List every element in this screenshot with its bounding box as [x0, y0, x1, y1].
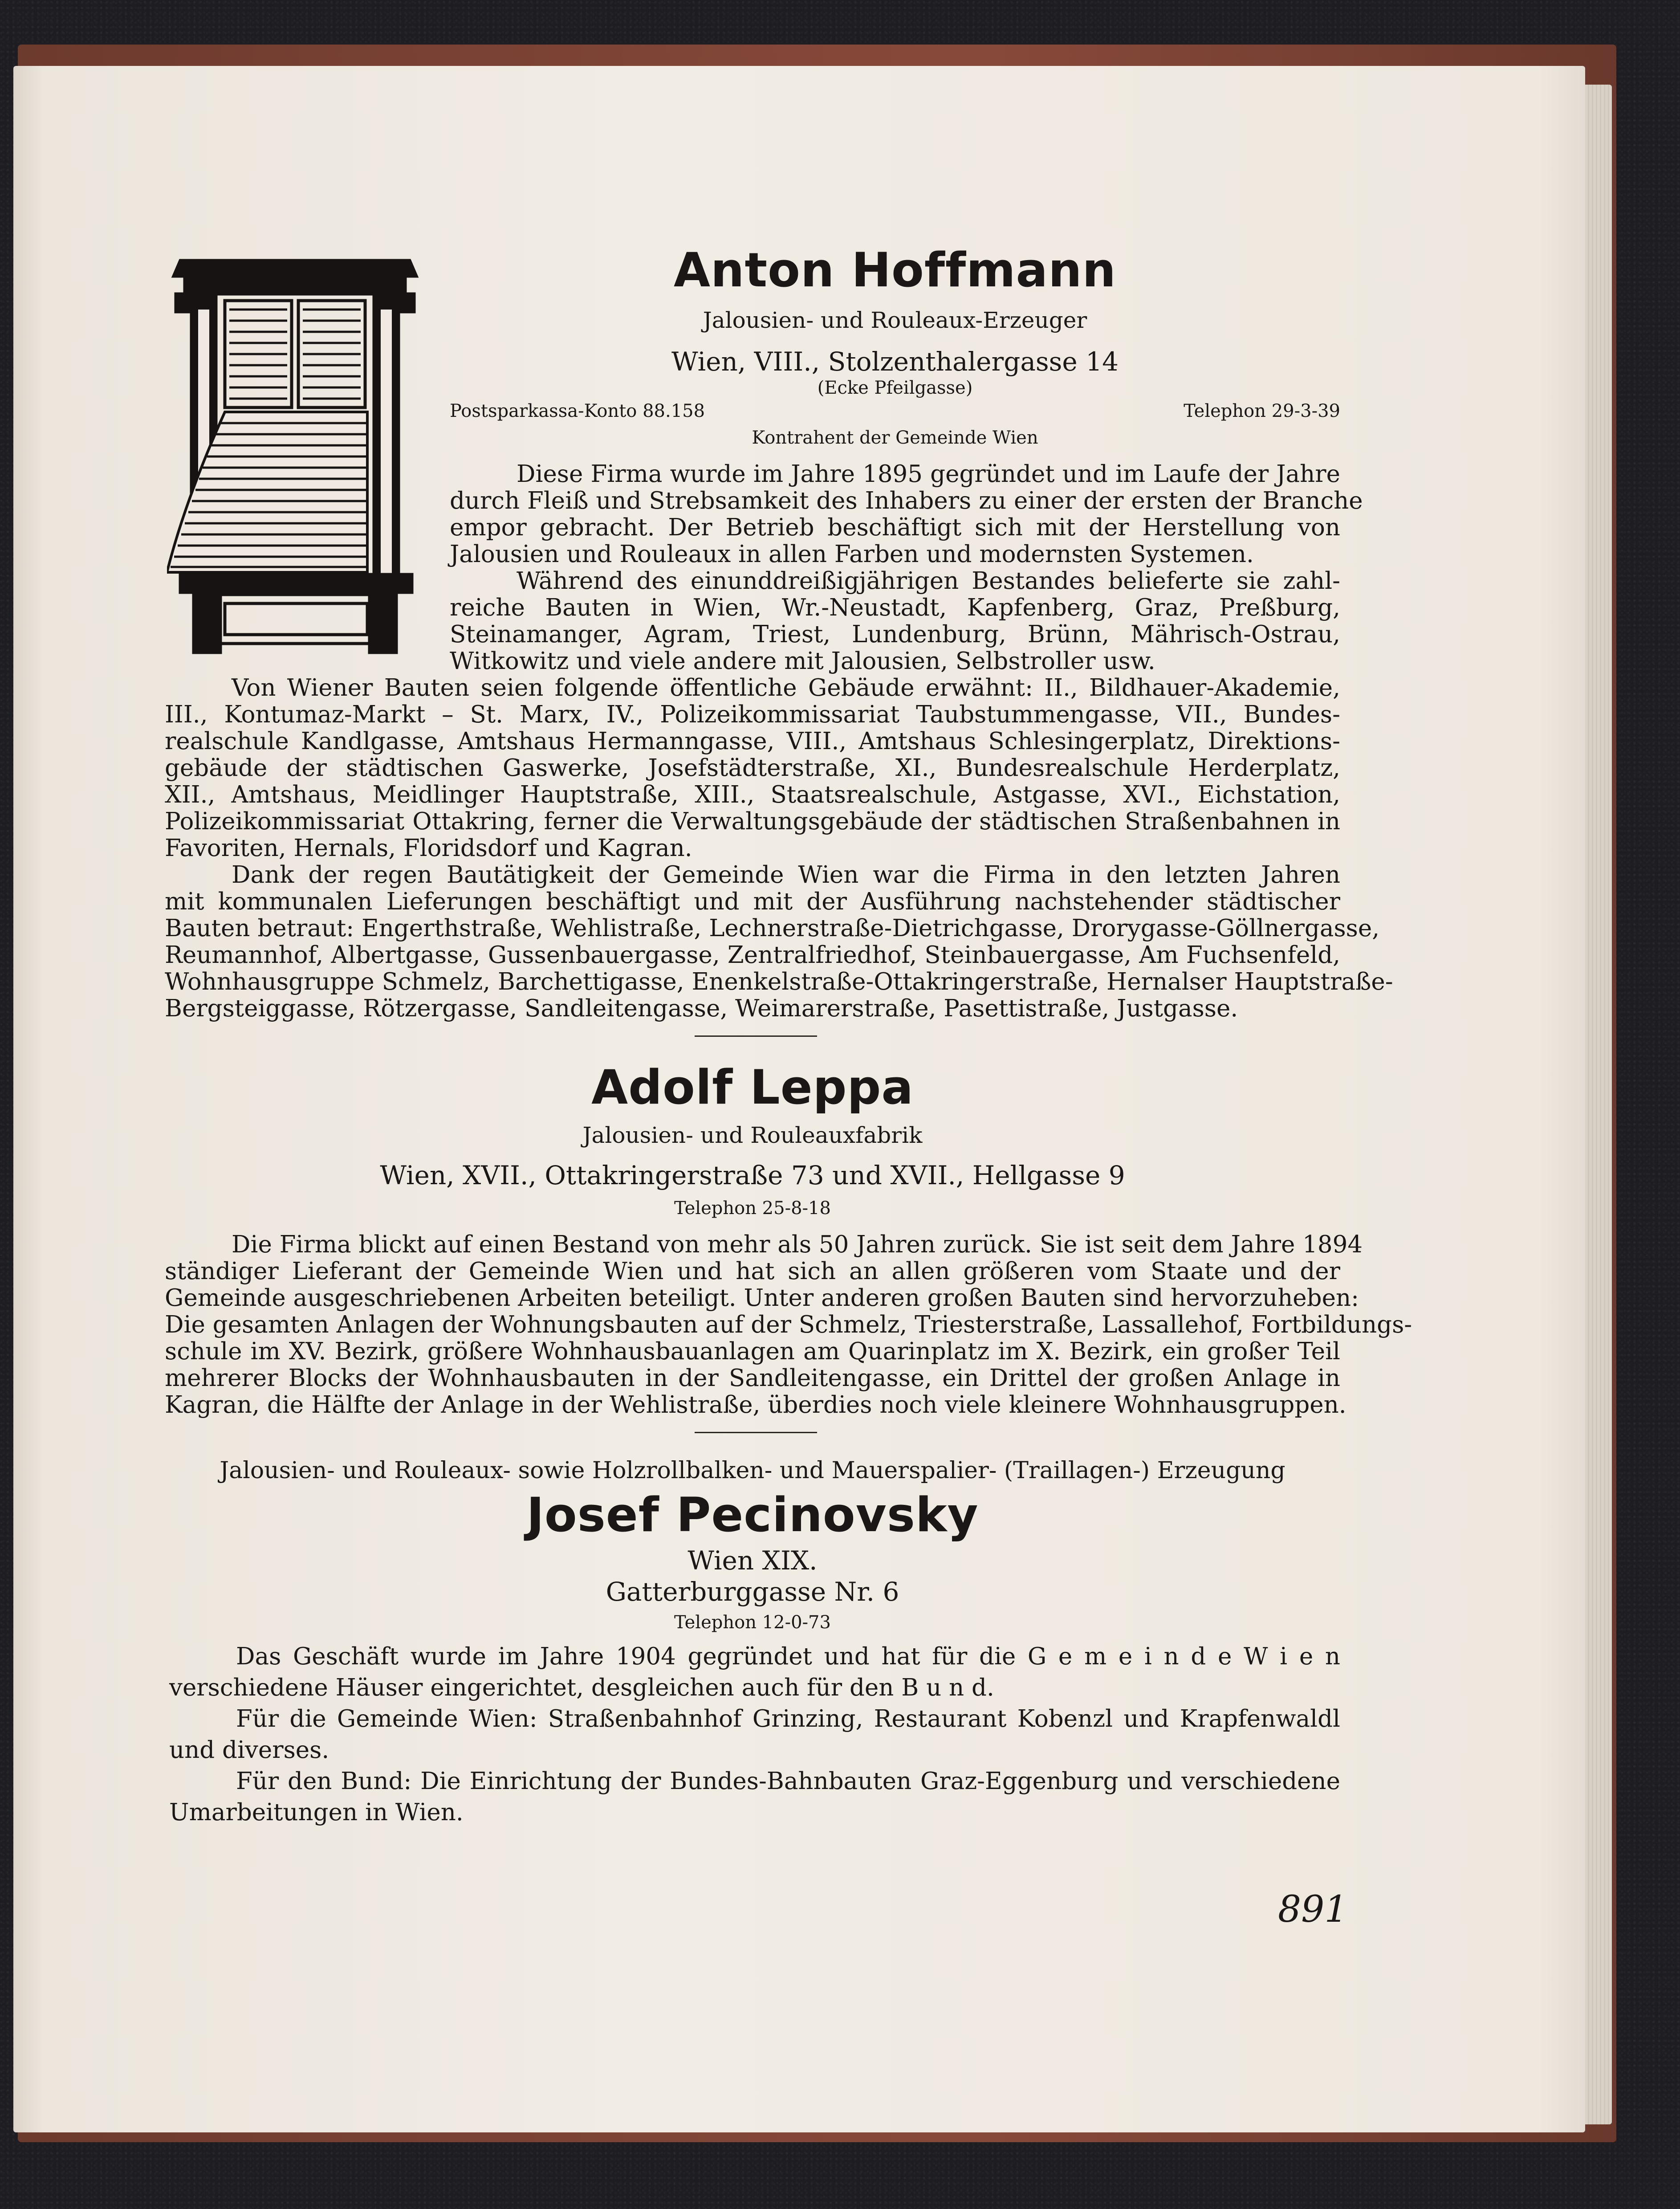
hoffmann-name: Anton Hoffmann: [673, 243, 1117, 298]
text-line: Steinamanger, Agram, Triest, Lundenburg, Brünn, Mährisch-Ostrau,: [450, 621, 1340, 648]
hoffmann-subtitle: Jalousien- und Rouleaux-Erzeuger: [703, 307, 1087, 333]
text-line: Für den Bund: Die Einrichtung der Bundes-Bahnbauten Graz-Eggenburg und verschiedene: [236, 1768, 1340, 1795]
text-line: Während des einunddreißigjährigen Bestandes belieferte sie zahl-: [517, 567, 1340, 595]
hoffmann-account: Postsparkassa-Konto 88.158: [450, 401, 705, 421]
section-divider: [695, 1035, 817, 1037]
text-line: Die gesamten Anlagen der Wohnungsbauten auf der Schmelz, Triesterstraße, Lassallehof, Fortbildungs-: [165, 1311, 1412, 1338]
pecinovsky-city: Wien XIX.: [687, 1545, 818, 1576]
hoffmann-address: Wien, VIII., Stolzenthalergasse 14: [671, 346, 1119, 377]
text-line: Jalousien und Rouleaux in allen Farben und modernsten Systemen.: [450, 541, 1254, 568]
hoffmann-telephone: Telephon 29-3-39: [1184, 401, 1340, 421]
section-divider: [695, 1432, 817, 1433]
text-line: reiche Bauten in Wien, Wr.-Neustadt, Kapfenberg, Graz, Preßburg,: [450, 594, 1340, 621]
text-line: Umarbeitungen in Wien.: [169, 1799, 464, 1826]
text-line: Kagran, die Hälfte der Anlage in der Wehlistraße, überdies noch viele kleinere Wohnhausgruppen.: [165, 1391, 1346, 1418]
pecinovsky-name: Josef Pecinovsky: [526, 1488, 979, 1542]
text-line: Gemeinde ausgeschriebenen Arbeiten beteiligt. Unter anderen großen Bauten sind hervorzuheben:: [165, 1284, 1359, 1312]
text-line: Für die Gemeinde Wien: Straßenbahnhof Grinzing, Restaurant Kobenzl und Krapfenwaldl: [236, 1705, 1340, 1732]
text-line: Bauten betraut: Engerthstraße, Wehlistraße, Lechnerstraße-Dietrichgasse, Drorygasse-Göllnergasse,: [165, 915, 1380, 942]
pecinovsky-street: Gatterburggasse Nr. 6: [606, 1577, 899, 1607]
hoffmann-address-note: (Ecke Pfeilgasse): [817, 378, 973, 398]
text-line: durch Fleiß und Strebsamkeit des Inhabers zu einer der ersten der Branche: [450, 487, 1363, 514]
text-line: mehrerer Blocks der Wohnhausbauten in der Sandleitengasse, ein Drittel der großen Anlage in: [165, 1365, 1340, 1392]
text-line: Dank der regen Bautätigkeit der Gemeinde Wien war die Firma in den letzten Jahren: [232, 861, 1340, 888]
text-line: Wohnhausgruppe Schmelz, Barchettigasse, Enenkelstraße-Ottakringerstraße, Hernalser Hauptstraße-: [165, 968, 1393, 995]
pecinovsky-telephone: Telephon 12-0-73: [674, 1612, 831, 1633]
leppa-name: Adolf Leppa: [591, 1060, 914, 1115]
text-line: ständiger Lieferant der Gemeinde Wien und hat sich an allen größeren vom Staate und der: [165, 1258, 1340, 1285]
page-number: 891: [1278, 1888, 1348, 1931]
hoffmann-contract: Kontrahent der Gemeinde Wien: [752, 428, 1038, 448]
text-line: XII., Amtshaus, Meidlinger Hauptstraße, XIII., Staatsrealschule, Astgasse, XVI., Eichstation,: [165, 781, 1340, 808]
leppa-telephone: Telephon 25-8-18: [674, 1198, 831, 1219]
text-line: schule im XV. Bezirk, größere Wohnhausbauanlagen am Quarinplatz im X. Bezirk, ein großer Teil: [165, 1338, 1340, 1365]
text-line: realschule Kandlgasse, Amtshaus Hermanngasse, VIII., Amtshaus Schlesingerplatz, Direktions-: [165, 728, 1340, 755]
text-line: Bergsteiggasse, Rötzergasse, Sandleitengasse, Weimarerstraße, Pasettistraße, Justgasse.: [165, 995, 1238, 1022]
text-line: empor gebracht. Der Betrieb beschäftigt sich mit der Herstellung von: [450, 514, 1340, 541]
text-line: und diverses.: [169, 1736, 329, 1764]
text-line: Polizeikommissariat Ottakring, ferner die Verwaltungsgebäude der städtischen Straßenbahnen in: [165, 808, 1340, 835]
pecinovsky-header: Jalousien- und Rouleaux- sowie Holzrollbalken- und Mauerspalier- (Traillagen-) Erzeugung: [220, 1457, 1285, 1484]
text-line: gebäude der städtischen Gaswerke, Josefstädterstraße, XI., Bundesrealschule Herderplatz,: [165, 754, 1340, 782]
leppa-address: Wien, XVII., Ottakringerstraße 73 und XVII., Hellgasse 9: [380, 1160, 1125, 1190]
text-line: Diese Firma wurde im Jahre 1895 gegründet und im Laufe der Jahre: [517, 461, 1340, 488]
leppa-subtitle: Jalousien- und Rouleauxfabrik: [582, 1122, 923, 1148]
text-line: verschiedene Häuser eingerichtet, desgleichen auch für den B u n d.: [169, 1674, 994, 1701]
jalousie-window-illustration: [167, 252, 423, 657]
text-line: Reumannhof, Albertgasse, Gussenbauergasse, Zentralfriedhof, Steinbauergasse, Am Fuchsenfeld,: [165, 941, 1340, 969]
text-line: Die Firma blickt auf einen Bestand von mehr als 50 Jahren zurück. Sie ist seit dem Jahre 1894: [232, 1231, 1363, 1258]
text-line: Favoriten, Hernals, Floridsdorf und Kagran.: [165, 835, 692, 862]
text-line: Witkowitz und viele andere mit Jalousien, Selbstroller usw.: [450, 648, 1155, 675]
text-line: Von Wiener Bauten seien folgende öffentliche Gebäude erwähnt: II., Bildhauer-Akademie,: [232, 674, 1340, 701]
text-line: Das Geschäft wurde im Jahre 1904 gegründet und hat für die G e m e i n d e W i e n: [236, 1643, 1340, 1670]
text-line: mit kommunalen Lieferungen beschäftigt und mit der Ausführung nachstehender städtischer: [165, 888, 1340, 915]
text-line: III., Kontumaz-Markt – St. Marx, IV., Polizeikommissariat Taubstummengasse, VII., Bundes-: [165, 701, 1340, 728]
